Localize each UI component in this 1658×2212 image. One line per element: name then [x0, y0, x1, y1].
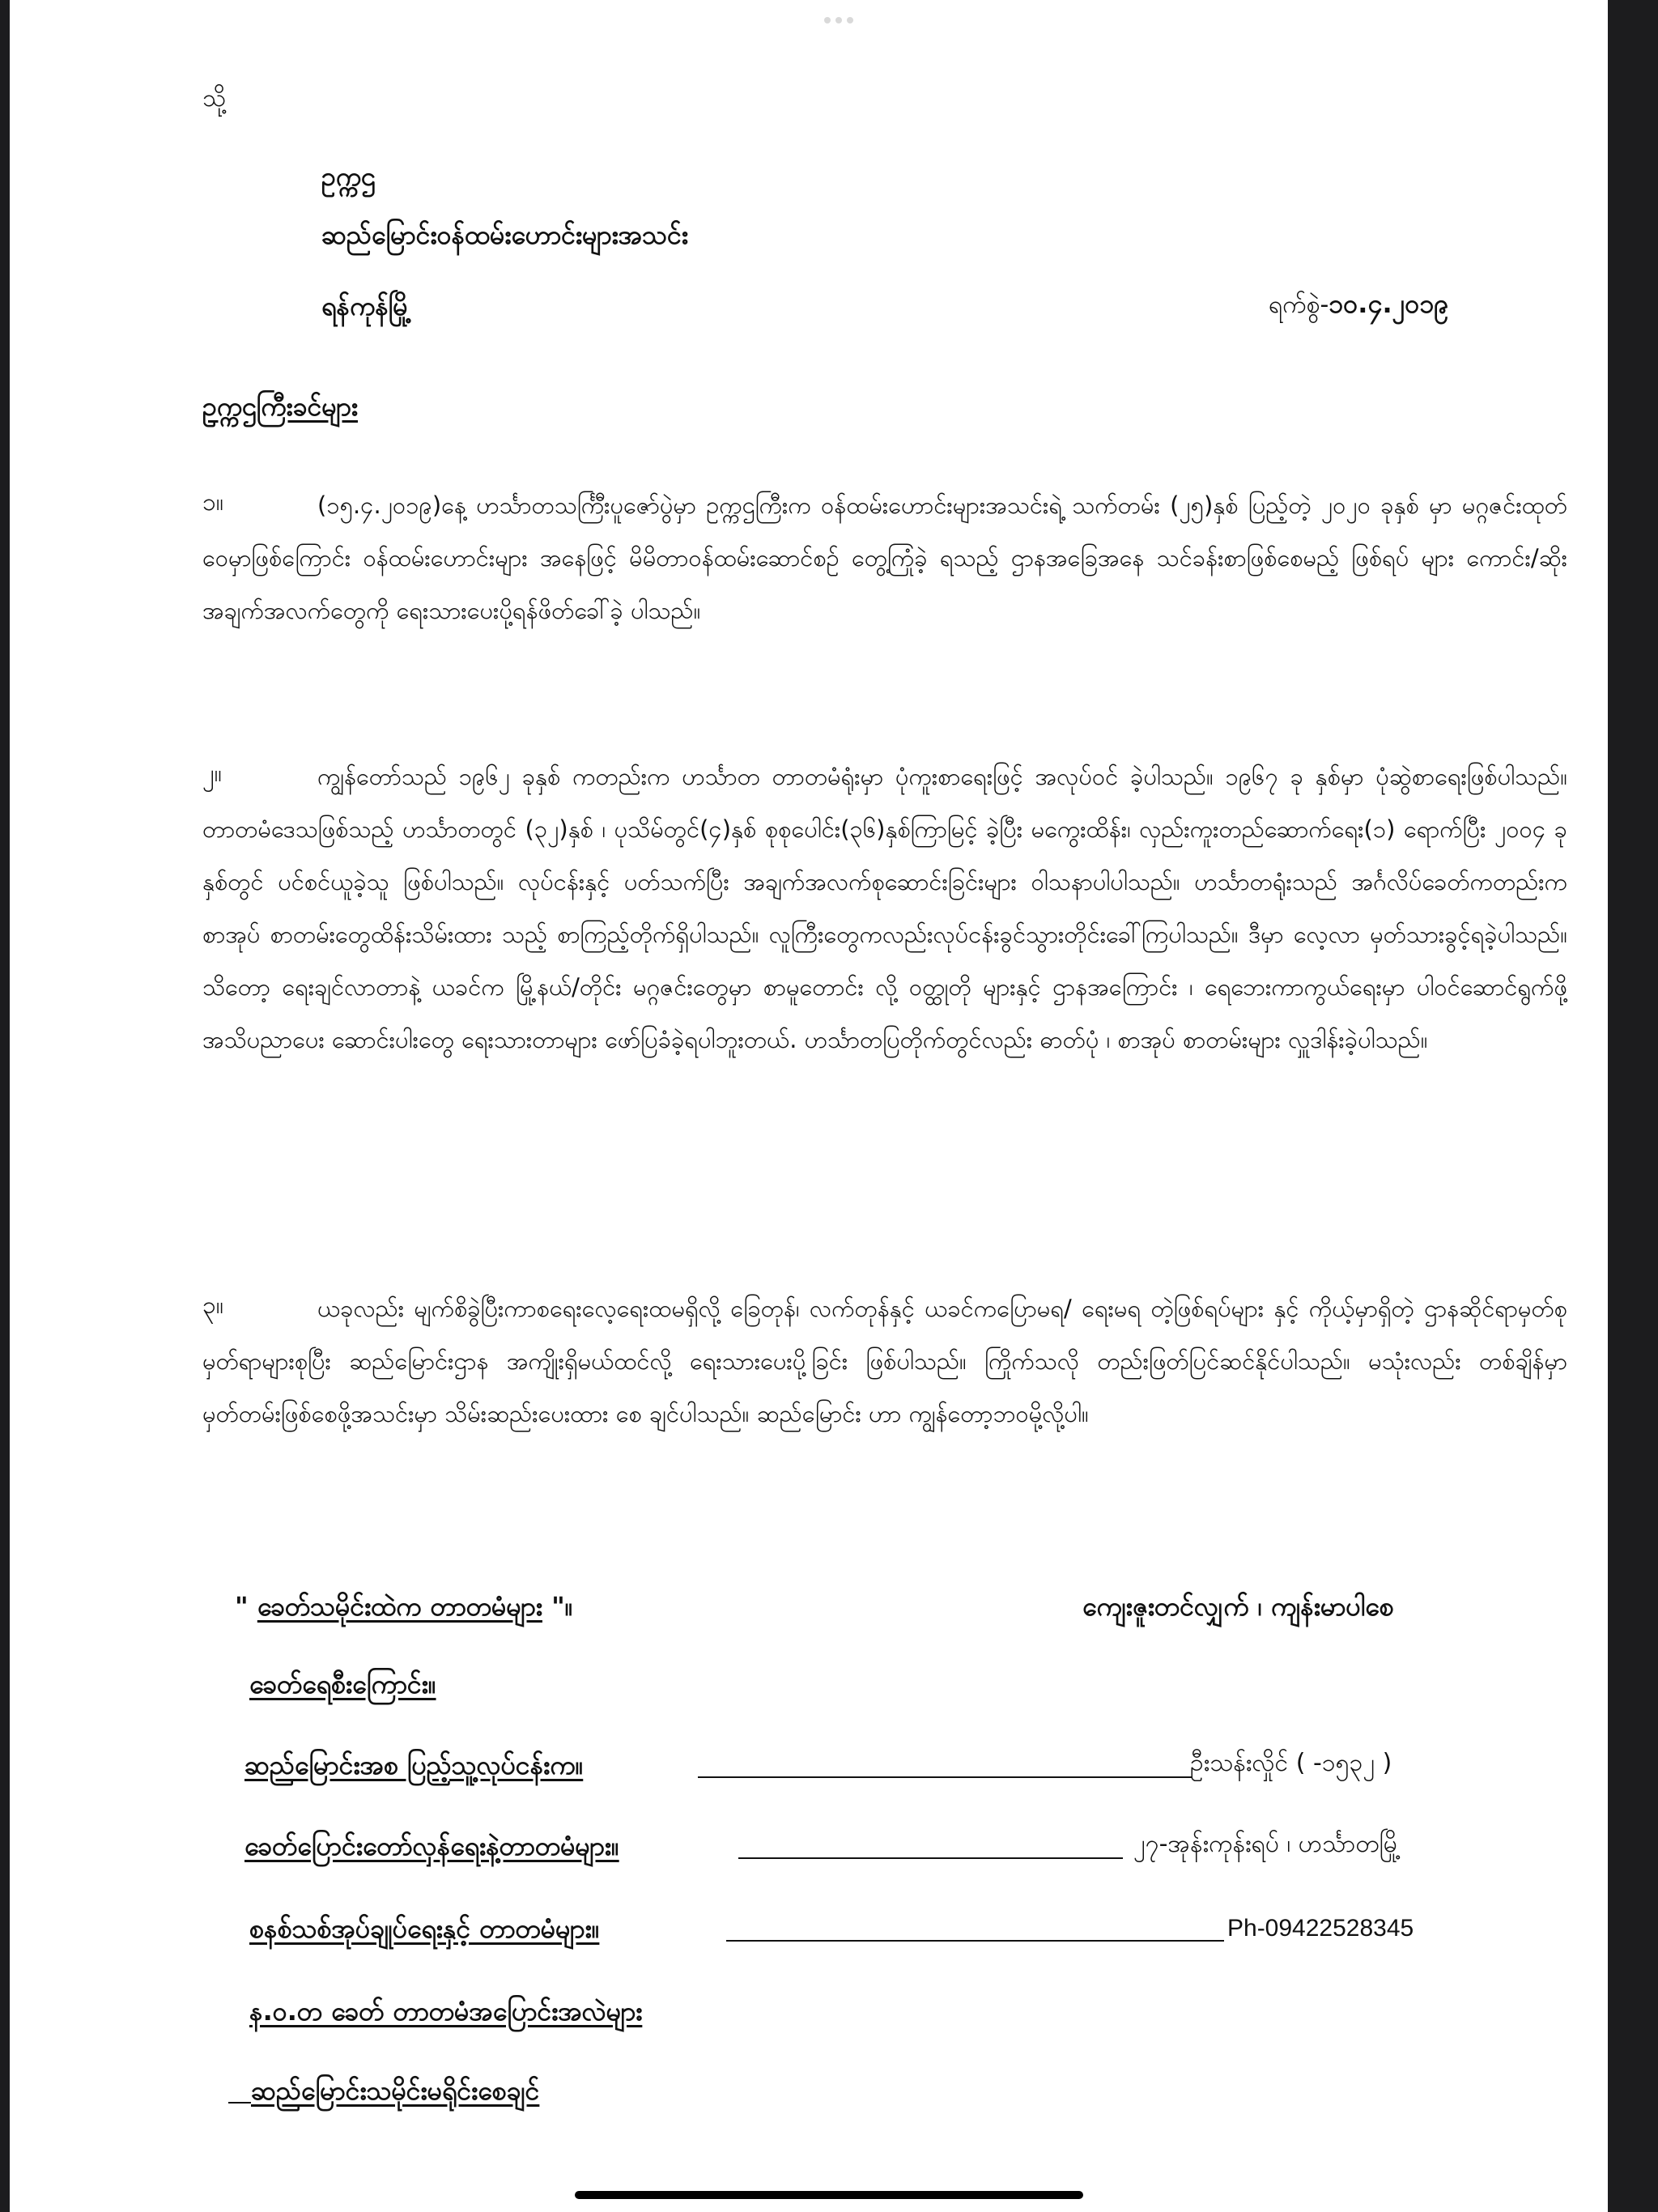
contents-item: စနစ်သစ်အုပ်ချုပ်ရေးနှင့် တာတမံများ။: [249, 1913, 600, 1944]
date-label: ရက်စွဲ-: [1269, 291, 1329, 319]
paragraph-2: [202, 751, 1567, 1066]
underline-rule: [698, 1776, 1192, 1778]
addressee-organization: ဆည်မြောင်းဝန်ထမ်းဟောင်းများအသင်း: [321, 219, 688, 250]
paragraph-number: ၂။: [202, 759, 222, 788]
article-title-line: [235, 1590, 572, 1623]
contents-item: န.ဝ.တ ခေတ် တာတမံအပြောင်းအလဲများ: [249, 1996, 643, 2027]
document-page: [10, 0, 1608, 2212]
quote-close: "။: [551, 1591, 573, 1622]
contents-item: ခေတ်ရေစီးကြောင်း။: [249, 1669, 436, 1699]
paragraph-text: ကျွန်တော်သည် ၁၉၆၂ ခုနှစ် ကတည်းက ဟင်္သာတ တာတမံရုံးမှာ ပုံကူးစာရေးဖြင့် အလုပ်ဝင် ခဲ့ပါသည်။ ၁၉၆၇ ခု နှစ်မှာ ပုံဆွဲစာရေးဖြစ်ပါသည်။ တာတမံဒေသဖြစ်သည့် ဟင်္သာတတွင် (၃၂)နှစ် ၊ ပုသိမ်တွင်(၄)နှစ် စုစုပေါင်း(၃၆)နှစ်ကြာမြင့် ခဲ့ပြီး မကွေးထိန်း၊ လှည်းကူးတည်ဆောက်ရေး(၁) ရောက်ပြီး ၂၀၀၄ ခုနှစ်တွင် ပင်စင်ယူခဲ့သူ ဖြစ်ပါသည်။ လုပ်ငန်းနှင့် ပတ်သက်ပြီး အချက်အလက်စုဆောင်းခြင်းများ ဝါသနာပါပါသည်။ ဟင်္သာတရုံးသည် အင်္ဂလိပ်ခေတ်ကတည်းက စာအုပ် စာတမ်းတွေထိန်းသိမ်းထား သည့် စာကြည့်တိုက်ရှိပါသည်။ လူကြီးတွေကလည်းလုပ်ငန်းခွင်သွားတိုင်းခေါ်ကြပါသည်။ ဒီမှာ လေ့လာ မှတ်သားခွင့်ရခဲ့ပါသည်။ သိတော့ ရေးချင်လာတာနဲ့ ယခင်က မြို့နယ်/တိုင်း မဂ္ဂဇင်းတွေမှာ စာမူတောင်း လို့ ဝတ္ထုတို များနှင့် ဌာနအကြောင်း ၊ ရေဘေးကာကွယ်ရေးမှာ ပါဝင်ဆောင်ရွက်ဖို့ အသိပညာပေး ဆောင်းပါးတွေ ရေးသားတာများ ဖော်ပြခံခဲ့ရပါဘူးတယ်. ဟင်္သာတပြတိုက်တွင်လည်း ဓာတ်ပုံ ၊ စာအုပ် စာတမ်းများ လှူဒါန်းခဲ့ပါသည်။: [202, 763, 1567, 1053]
underline-rule: [726, 1940, 1224, 1942]
addressee-city: ရန်ကုန်မြို့: [321, 291, 412, 321]
paragraph-number: ၁။: [202, 488, 223, 517]
signer-name: ဦးသန်းလှိုင် ( -၁၅၃၂ ): [1190, 1749, 1392, 1777]
contents-item: ခေတ်ပြောင်းတော်လှန်ရေးနဲ့တာတမံများ။: [244, 1831, 619, 1861]
paragraph-text: (၁၅.၄.၂၀၁၉)နေ့ ဟင်္သာတသင်္ကြီးပူဇော်ပွဲမှာ ဥက္ကဌကြီးက ဝန်ထမ်းဟောင်းများအသင်းရဲ့ သက်တမ်း (၂၅)နှစ် ပြည့်တဲ့ ၂၀၂၀ ခုနှစ် မှာ မဂ္ဂဇင်းထုတ်ဝေမှာဖြစ်ကြောင်း ဝန်ထမ်းဟောင်းများ အနေဖြင့် မိမိတာဝန်ထမ်းဆောင်စဉ် တွေ့ကြုံခဲ့ ရသည့် ဌာနအခြေအနေ သင်ခန်းစာဖြစ်စေမည့် ဖြစ်ရပ် များ ကောင်း/ဆိုးအချက်အလက်တွေကို ရေးသားပေးပို့ရန်ဖိတ်ခေါ်ခဲ့ ပါသည်။: [202, 491, 1567, 624]
salutation: ဥက္ကဌကြီးခင်များ: [202, 391, 358, 422]
underline-rule: [228, 2102, 251, 2104]
paragraph-3: [202, 1283, 1567, 1440]
drag-handle[interactable]: [819, 16, 858, 24]
article-title: ခေတ်သမိုင်းထဲက တာတမံများ: [257, 1591, 542, 1622]
closing-author: ကျေးဇူးတင်လျှက် ၊ ကျန်းမာပါစေ: [1082, 1591, 1394, 1622]
paragraph-number: ၃။: [202, 1291, 223, 1320]
signer-phone: Ph-09422528345: [1227, 1915, 1414, 1942]
home-indicator[interactable]: [575, 2191, 1083, 2199]
contents-item: ဆည်မြောင်းအစ ပြည့်သူ့လုပ်ငန်းက။: [244, 1750, 584, 1780]
to-label: သို့: [202, 84, 227, 113]
quote-open: ": [235, 1591, 249, 1622]
date-line: [1269, 287, 1448, 321]
contents-item: ဆည်မြောင်းသမိုင်းမရိုင်းစေချင်: [251, 2075, 540, 2106]
addressee-title: ဥက္ကဌ: [321, 161, 376, 192]
paragraph-1: [202, 479, 1567, 637]
paragraph-text: ယခုလည်း မျက်စိခွဲပြီးကာစရေးလေ့ရေးထမရှိလို့ ခြေတုန်၊ လက်တုန်နှင့် ယခင်ကပြောမရ/ ရေးမရ တဲ့ဖြစ်ရပ်များ နှင့် ကိုယ့်မှာရှိတဲ့ ဌာနဆိုင်ရာမှတ်စုမှတ်ရာများစုပြီး ဆည်မြောင်းဌာန အကျိုးရှိမယ်ထင်လို့ ရေးသားပေးပို့ခြင်း ဖြစ်ပါသည်။ ကြိုက်သလို တည်းဖြတ်ပြင်ဆင်နိုင်ပါသည်။ မသုံးလည်း တစ်ချိန်မှာ မှတ်တမ်းဖြစ်စေဖို့အသင်းမှာ သိမ်းဆည်းပေးထား စေ ချင်ပါသည်။ ဆည်မြောင်း ဟာ ကျွန်တော့ဘဝမို့လို့ပါ။: [202, 1295, 1567, 1427]
underline-rule: [738, 1857, 1123, 1859]
date-value: ၁၀.၄.၂၀၁၉: [1329, 288, 1449, 319]
signer-address: ၂၇-အုန်းကုန်းရပ် ၊ ဟင်္သာတမြို့: [1133, 1830, 1401, 1858]
